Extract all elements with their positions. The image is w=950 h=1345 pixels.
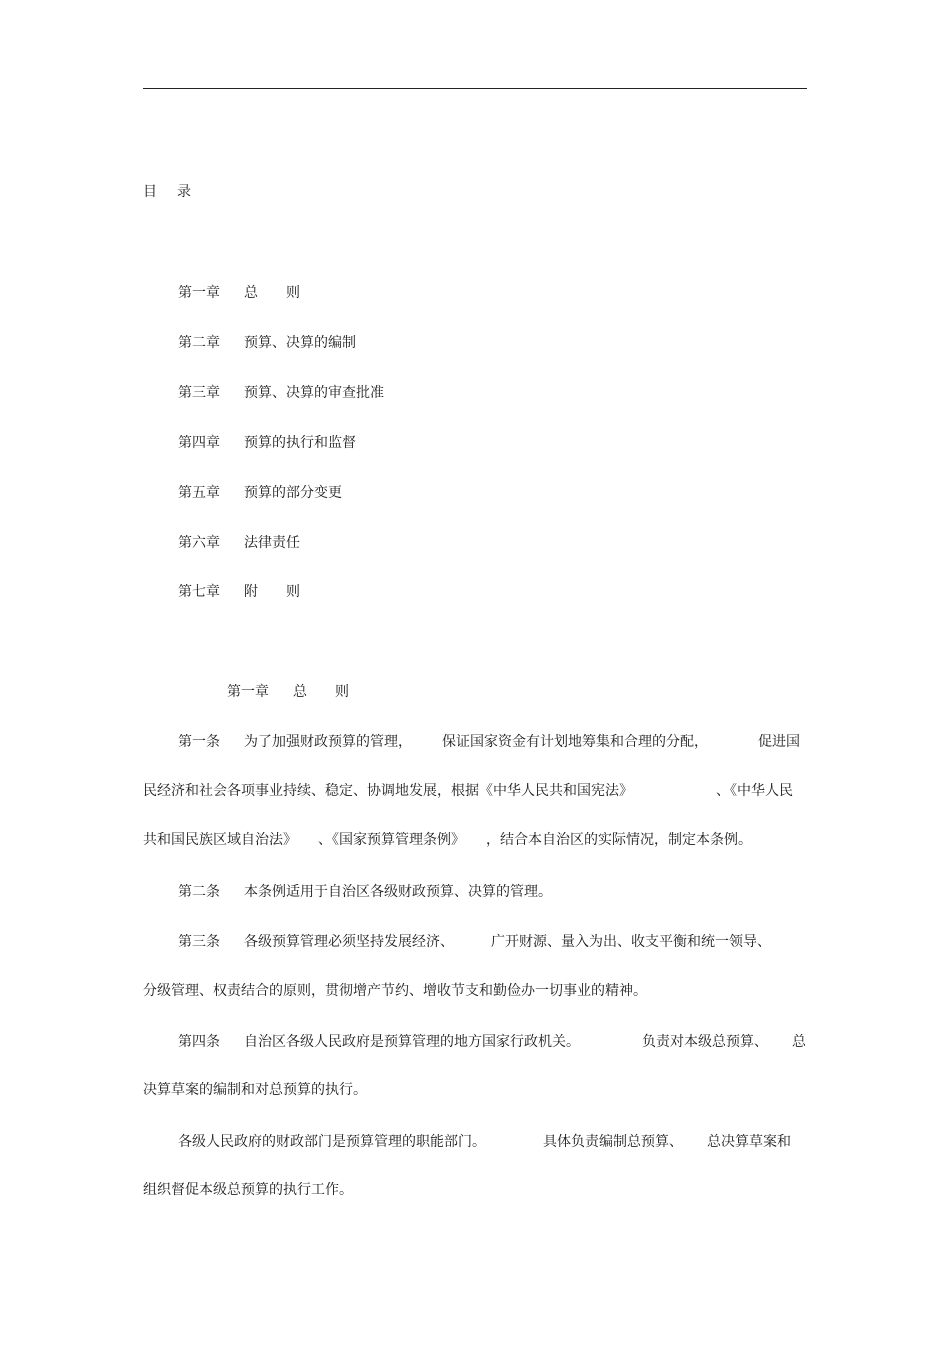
toc-item-number: 第六章 (178, 535, 220, 551)
chapter-heading (227, 683, 349, 701)
chapter-number: 第一章 (227, 684, 269, 700)
article-text: 自治区各级人民政府是预算管理的地方国家行政机关。 (244, 1034, 580, 1050)
toc-title-left: 目 (143, 184, 157, 200)
toc-item[interactable] (178, 583, 300, 601)
article-4-line-1 (178, 1033, 580, 1051)
article-4-para-2-line-1a: 各级人民政府的财政部门是预算管理的职能部门。 (178, 1134, 486, 1150)
toc-item-number: 第二章 (178, 335, 220, 351)
toc-item[interactable] (178, 334, 356, 352)
toc-item-number: 第五章 (178, 485, 220, 501)
article-1-line-3c: ，结合本自治区的实际情况，制定本条例。 (486, 832, 752, 848)
article-3-line-1b: 广开财源、量入为出、收支平衡和统一领导、 (491, 934, 771, 950)
toc-item-label: 总 则 (244, 285, 300, 301)
article-number: 第二条 (178, 884, 220, 900)
article-text: 各级预算管理必须坚持发展经济、 (244, 934, 454, 950)
article-1-line-3b: 、《国家预算管理条例》 (318, 832, 465, 848)
toc-item[interactable] (178, 384, 384, 402)
article-1-line-2b: 、《中华人民 (716, 783, 793, 799)
article-1-line-1c: 促进国 (758, 734, 800, 750)
toc-item-number: 第四章 (178, 435, 220, 451)
toc-item-label: 法律责任 (244, 535, 300, 551)
article-number: 第三条 (178, 934, 220, 950)
article-4-para-2-line-1b: 具体负责编制总预算、 (543, 1134, 683, 1150)
toc-item-label: 附 则 (244, 584, 300, 600)
article-3-line-2: 分级管理、权责结合的原则，贯彻增产节约、增收节支和勤俭办一切事业的精神。 (143, 983, 647, 999)
toc-item[interactable] (178, 434, 356, 452)
header-rule (143, 88, 807, 89)
article-1-line-1b: 保证国家资金有计划地筹集和合理的分配， (442, 734, 708, 750)
article-1-line-1 (178, 733, 412, 751)
article-number: 第一条 (178, 734, 220, 750)
article-4-line-2: 决算草案的编制和对总预算的执行。 (143, 1082, 367, 1098)
toc-item-label: 预算的部分变更 (244, 485, 342, 501)
article-2-line-1 (178, 883, 552, 901)
article-3-line-1 (178, 933, 454, 951)
toc-item[interactable] (178, 484, 342, 502)
article-number: 第四条 (178, 1034, 220, 1050)
toc-item[interactable] (178, 284, 300, 302)
article-4-line-1b: 负责对本级总预算、 (642, 1034, 768, 1050)
article-1-line-2a: 民经济和社会各项事业持续、稳定、协调地发展，根据《中华人民共和国宪法》 (143, 783, 633, 799)
toc-item[interactable] (178, 534, 300, 552)
toc-title (143, 183, 191, 201)
article-text: 本条例适用于自治区各级财政预算、决算的管理。 (244, 884, 552, 900)
toc-item-label: 预算、决算的编制 (244, 335, 356, 351)
article-4-line-1c: 总 (792, 1034, 806, 1050)
article-1-line-3a: 共和国民族区域自治法》 (143, 832, 297, 848)
toc-item-label: 预算的执行和监督 (244, 435, 356, 451)
article-4-para-2-line-2: 组织督促本级总预算的执行工作。 (143, 1182, 353, 1198)
article-4-para-2-line-1c: 总决算草案和 (707, 1134, 791, 1150)
toc-item-number: 第七章 (178, 584, 220, 600)
toc-item-number: 第三章 (178, 385, 220, 401)
article-text: 为了加强财政预算的管理， (244, 734, 412, 750)
toc-title-right: 录 (177, 184, 191, 200)
toc-item-number: 第一章 (178, 285, 220, 301)
chapter-title: 总 则 (293, 684, 349, 700)
toc-item-label: 预算、决算的审查批准 (244, 385, 384, 401)
